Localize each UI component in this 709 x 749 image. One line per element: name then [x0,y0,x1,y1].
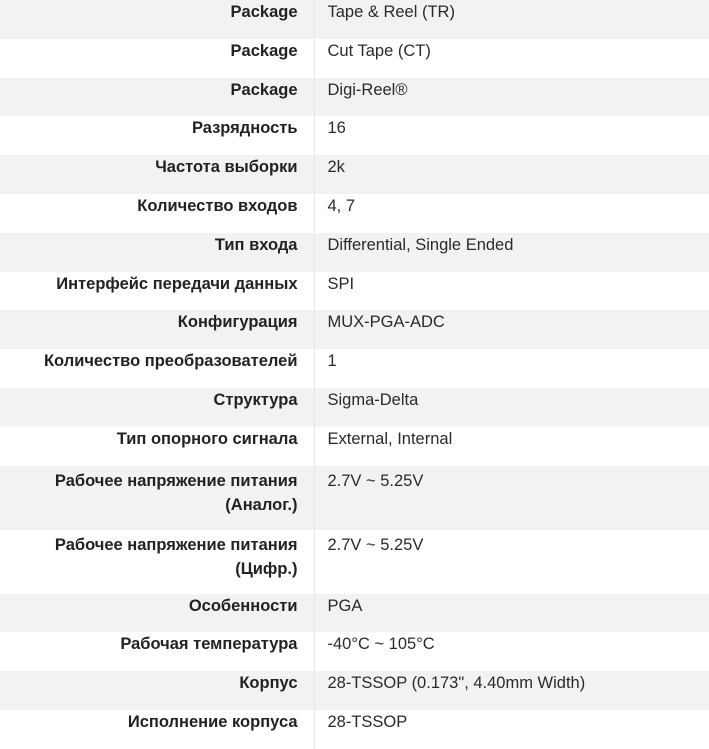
spec-value: Sigma-Delta [314,388,709,427]
spec-label: Тип входа [0,233,314,272]
spec-value: PGA [314,594,709,633]
spec-label: Package [0,39,314,78]
spec-row-operating-temperature [0,632,709,671]
spec-value: Differential, Single Ended [314,233,709,272]
spec-label: Корпус [0,671,314,710]
spec-row-resolution [0,116,709,155]
spec-label: Рабочее напряжение питания (Аналог.) [0,466,314,530]
spec-label: Разрядность [0,116,314,155]
spec-label: Package [0,78,314,117]
spec-value: External, Internal [314,427,709,466]
spec-row-converter-count [0,349,709,388]
spec-label: Исполнение корпуса [0,710,314,749]
spec-row-architecture [0,388,709,427]
spec-label: Структура [0,388,314,427]
spec-value: Digi-Reel® [314,78,709,117]
spec-row-package-tr [0,0,709,39]
spec-label: Рабочее напряжение питания (Цифр.) [0,530,314,594]
spec-value: 1 [314,349,709,388]
spec-label: Количество преобразователей [0,349,314,388]
spec-row-configuration [0,310,709,349]
spec-value: 28-TSSOP (0.173", 4.40mm Width) [314,671,709,710]
spec-label: Особенности [0,594,314,633]
spec-label: Package [0,0,314,39]
spec-row-voltage-digital [0,530,709,594]
spec-row-sample-rate [0,155,709,194]
spec-value: MUX-PGA-ADC [314,310,709,349]
spec-row-package-case [0,671,709,710]
spec-row-interface [0,272,709,311]
spec-value: Tape & Reel (TR) [314,0,709,39]
spec-value: Cut Tape (CT) [314,39,709,78]
spec-row-package-digireel [0,78,709,117]
spec-row-input-count [0,194,709,233]
spec-value: 16 [314,116,709,155]
spec-label: Конфигурация [0,310,314,349]
spec-row-reference-type [0,427,709,466]
spec-label: Тип опорного сигнала [0,427,314,466]
spec-value: 2.7V ~ 5.25V [314,466,709,530]
spec-value: 2.7V ~ 5.25V [314,530,709,594]
spec-label: Количество входов [0,194,314,233]
spec-value: 4, 7 [314,194,709,233]
spec-value: 2k [314,155,709,194]
spec-label: Рабочая температура [0,632,314,671]
spec-value: 28-TSSOP [314,710,709,749]
spec-label: Частота выборки [0,155,314,194]
spec-row-features [0,594,709,633]
spec-row-supplier-package [0,710,709,749]
spec-value: SPI [314,272,709,311]
spec-row-input-type [0,233,709,272]
spec-row-voltage-analog [0,466,709,530]
spec-value: -40°C ~ 105°C [314,632,709,671]
spec-row-package-ct [0,39,709,78]
spec-label: Интерфейс передачи данных [0,272,314,311]
